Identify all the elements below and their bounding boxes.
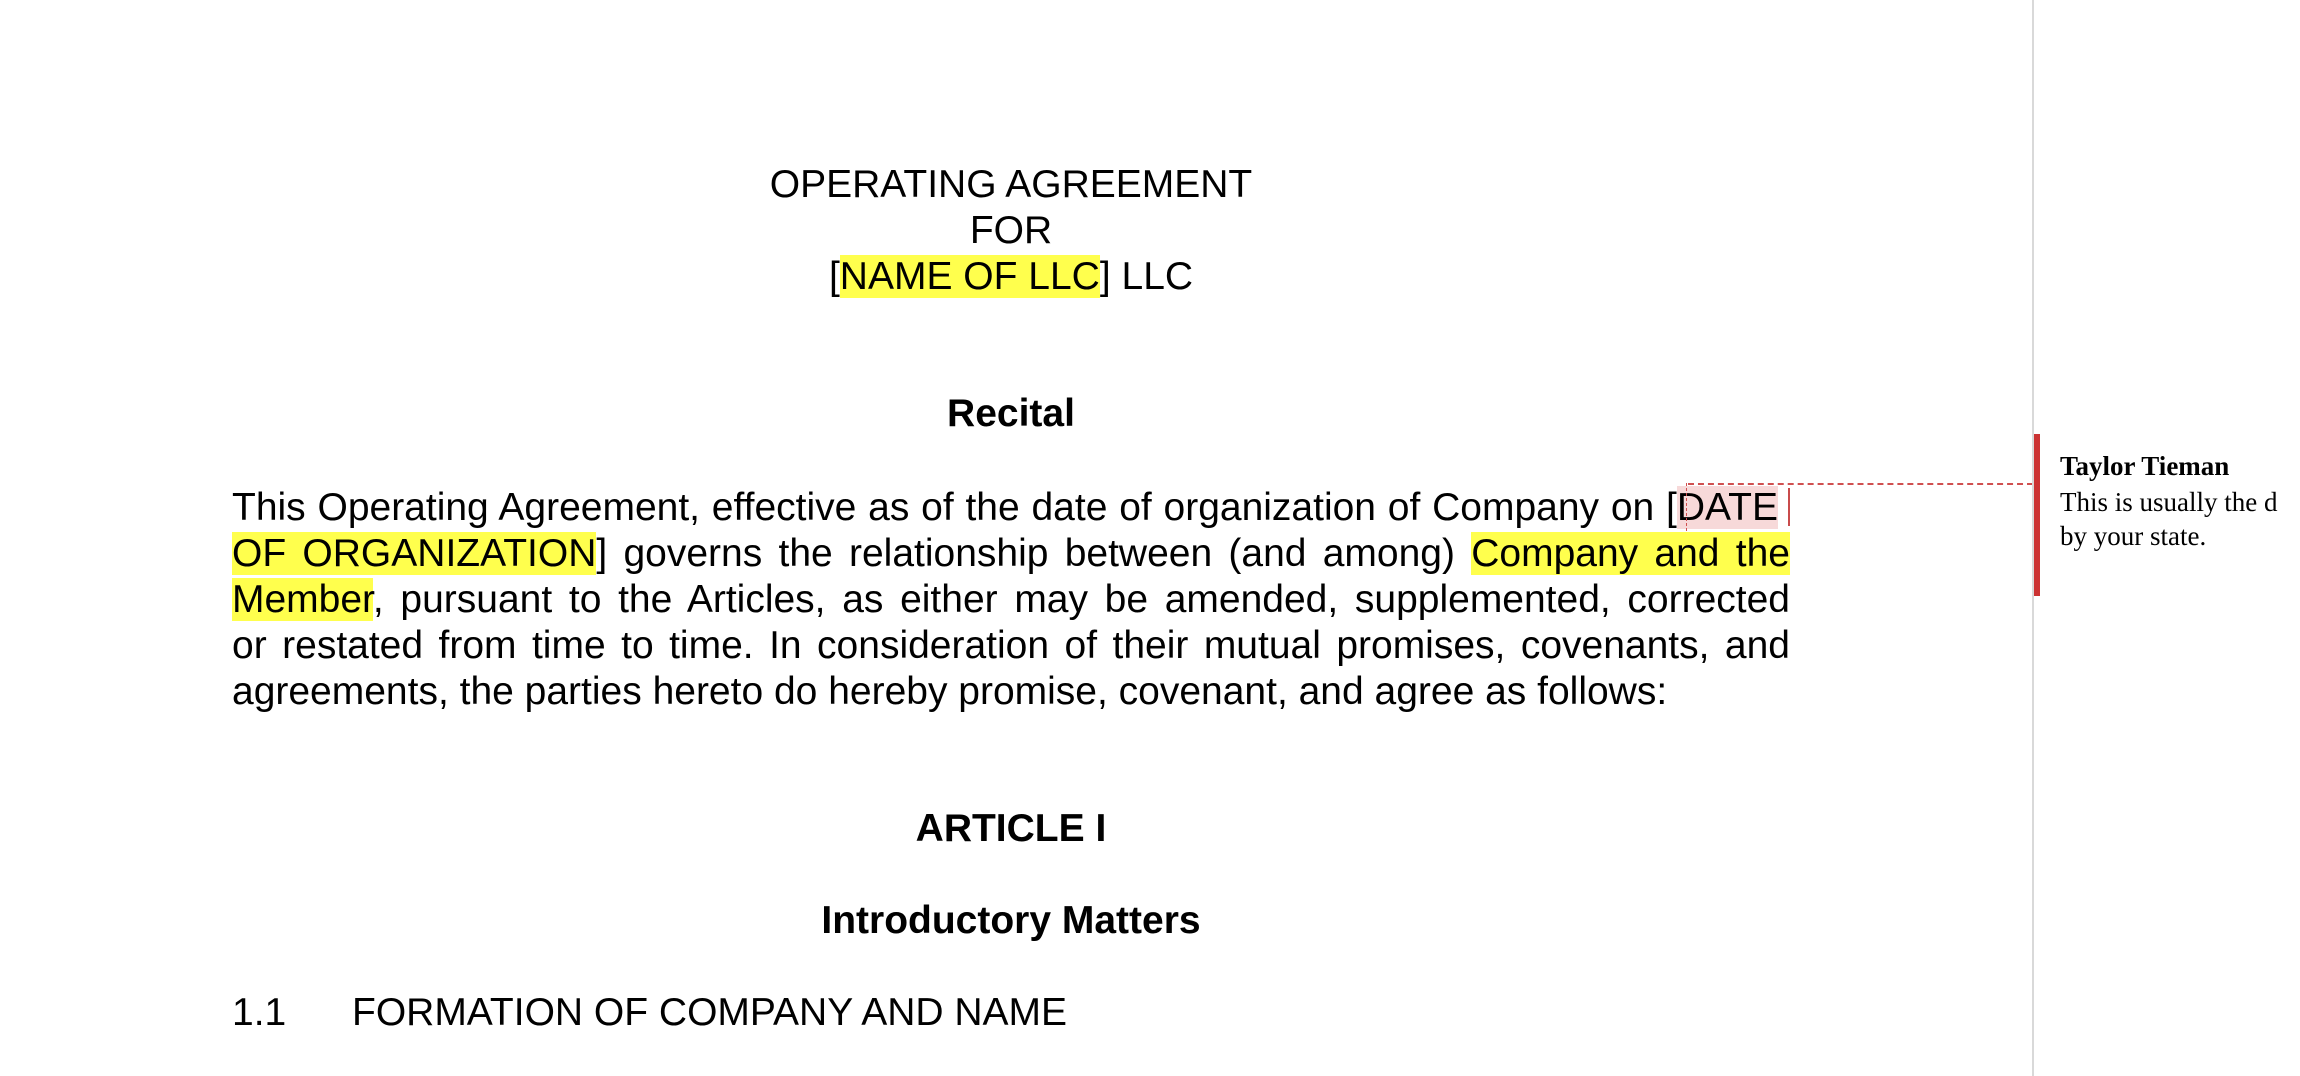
title-line-1: OPERATING AGREEMENT bbox=[769, 163, 1253, 206]
member-placeholder[interactable]: Member bbox=[232, 578, 373, 621]
recital-paragraph[interactable] bbox=[232, 485, 1790, 715]
section-number: 1.1 bbox=[232, 991, 287, 1034]
recital-line-3: Member, pursuant to the Articles, as either may be amended, supplemented, corrected bbox=[232, 578, 1790, 621]
title-line-2: FOR bbox=[969, 209, 1053, 252]
comment-body[interactable] bbox=[2060, 485, 2300, 553]
comment-anchor[interactable] bbox=[1686, 483, 1807, 531]
comment-author[interactable]: Taylor Tieman bbox=[2060, 451, 2230, 481]
comment-line-2: by your state. bbox=[2060, 521, 2207, 551]
recital-line-2: OF ORGANIZATION] governs the relationship between (and among) Company and the bbox=[232, 532, 1790, 575]
recital-line-5: agreements, the parties hereto do hereby promise, covenant, and agree as follows: bbox=[232, 670, 1668, 713]
bracket-open: [ bbox=[828, 255, 840, 298]
section-heading bbox=[232, 991, 1067, 1035]
comment-connector-line bbox=[1688, 483, 2033, 485]
article-heading: ARTICLE I bbox=[915, 807, 1107, 850]
article-subheading: Introductory Matters bbox=[821, 899, 1201, 942]
comment-pane bbox=[2034, 0, 2300, 1076]
title-suffix: ] LLC bbox=[1099, 255, 1194, 298]
company-and-member-placeholder[interactable]: Company and the bbox=[1471, 532, 1790, 575]
recital-line-4: or restated from time to time. In consideration of their mutual promises, covenants, and bbox=[232, 624, 1790, 667]
document-title bbox=[232, 162, 1790, 300]
comment-line-1: This is usually the d bbox=[2060, 487, 2278, 517]
llc-name-placeholder[interactable]: NAME OF LLC bbox=[839, 255, 1100, 298]
recital-line-1: This Operating Agreement, effective as of the date of organization of Company on [DATE bbox=[232, 485, 1790, 531]
commented-date-text[interactable]: DATE bbox=[1676, 486, 1778, 529]
date-of-organization-placeholder[interactable]: OF ORGANIZATION bbox=[232, 532, 597, 575]
section-title: FORMATION OF COMPANY AND NAME bbox=[352, 991, 1068, 1034]
comment-accent-bar bbox=[2034, 434, 2040, 596]
title-line-3 bbox=[232, 254, 1790, 300]
recital-heading: Recital bbox=[947, 392, 1075, 435]
